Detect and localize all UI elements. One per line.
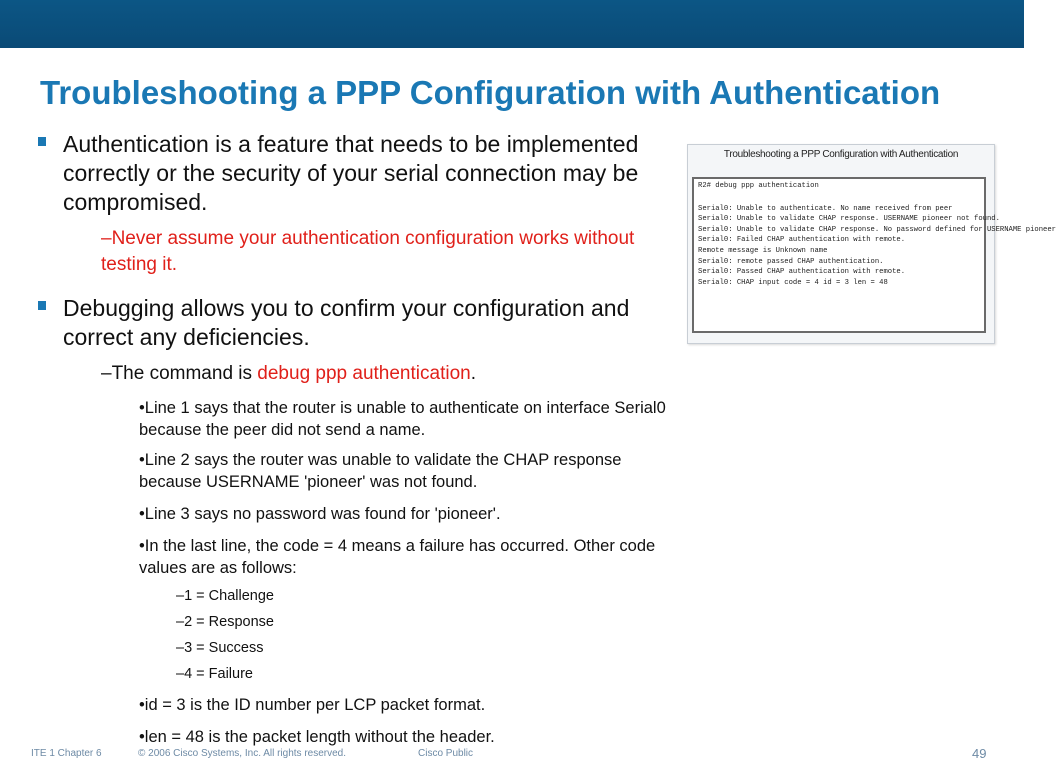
bullet-authentication [63, 130, 663, 217]
command-suffix: . [470, 363, 476, 384]
point-line-1: •Line 1 says that the router is unable to authenticate on interface Serial0 because the peer did not send a name. [139, 399, 666, 439]
debug-output-screenshot [687, 144, 1056, 344]
point-len: •len = 48 is the packet length without the header. [139, 728, 495, 746]
command-prefix: –The command is [101, 363, 258, 384]
header-bar [0, 0, 1024, 48]
console-line: Remote message is Unknown name [698, 246, 828, 255]
point-id: •id = 3 is the ID number per LCP packet format. [139, 696, 486, 714]
code-success: –3 = Success [176, 640, 264, 656]
console-line: Serial0: Unable to validate CHAP response. No password defined for USERNAME pioneer [698, 225, 1056, 234]
code-response: –2 = Response [176, 614, 274, 630]
code-challenge: –1 = Challenge [176, 588, 274, 604]
point-line-2: •Line 2 says the router was unable to validate the CHAP response because USERNAME 'pioneer' was not found. [139, 451, 622, 491]
sub-point-never-assume: –Never assume your authentication configuration works without testing it. [101, 228, 635, 275]
square-bullet-icon [38, 137, 46, 146]
console-spacer [698, 192, 980, 204]
sub-point-command [101, 361, 671, 387]
footer-classification: Cisco Public [418, 748, 474, 759]
code-failure: –4 = Failure [176, 666, 253, 682]
console-line: Serial0: Failed CHAP authentication with remote. [698, 236, 906, 245]
footer-copyright: © 2006 Cisco Systems, Inc. All rights reserved. [138, 748, 347, 759]
point-line-3: •Line 3 says no password was found for 'pioneer'. [139, 505, 501, 523]
console-line: Serial0: Passed CHAP authentication with remote. [698, 268, 906, 277]
console-command: R2# debug ppp authentication [698, 182, 819, 190]
console-line: Serial0: Unable to validate CHAP response. USERNAME pioneer not found. [698, 215, 1000, 224]
console-line: Serial0: remote passed CHAP authentication. [698, 257, 884, 266]
command-name: debug ppp authentication [257, 363, 471, 384]
footer-course: ITE 1 Chapter 6 [31, 748, 102, 759]
console-line: Serial0: Unable to authenticate. No name received from peer [698, 204, 953, 213]
square-bullet-icon [38, 301, 46, 310]
bullet-debugging [63, 294, 663, 352]
bullet-text: Debugging allows you to confirm your configuration and correct any deficiencies. [63, 295, 630, 350]
point-last-line: •In the last line, the code = 4 means a failure has occurred. Other code values are as follows: [139, 537, 656, 577]
bullet-text: Authentication is a feature that needs to be implemented correctly or the security of your serial connection may be compromised. [63, 131, 639, 215]
screenshot-title: Troubleshooting a PPP Configuration with Authentication [723, 149, 959, 160]
console-line: Serial0: CHAP input code = 4 id = 3 len = 48 [698, 278, 888, 287]
console-window [692, 177, 1056, 333]
page-number: 49 [972, 746, 987, 761]
slide-title: Troubleshooting a PPP Configuration with Authentication [40, 74, 941, 111]
